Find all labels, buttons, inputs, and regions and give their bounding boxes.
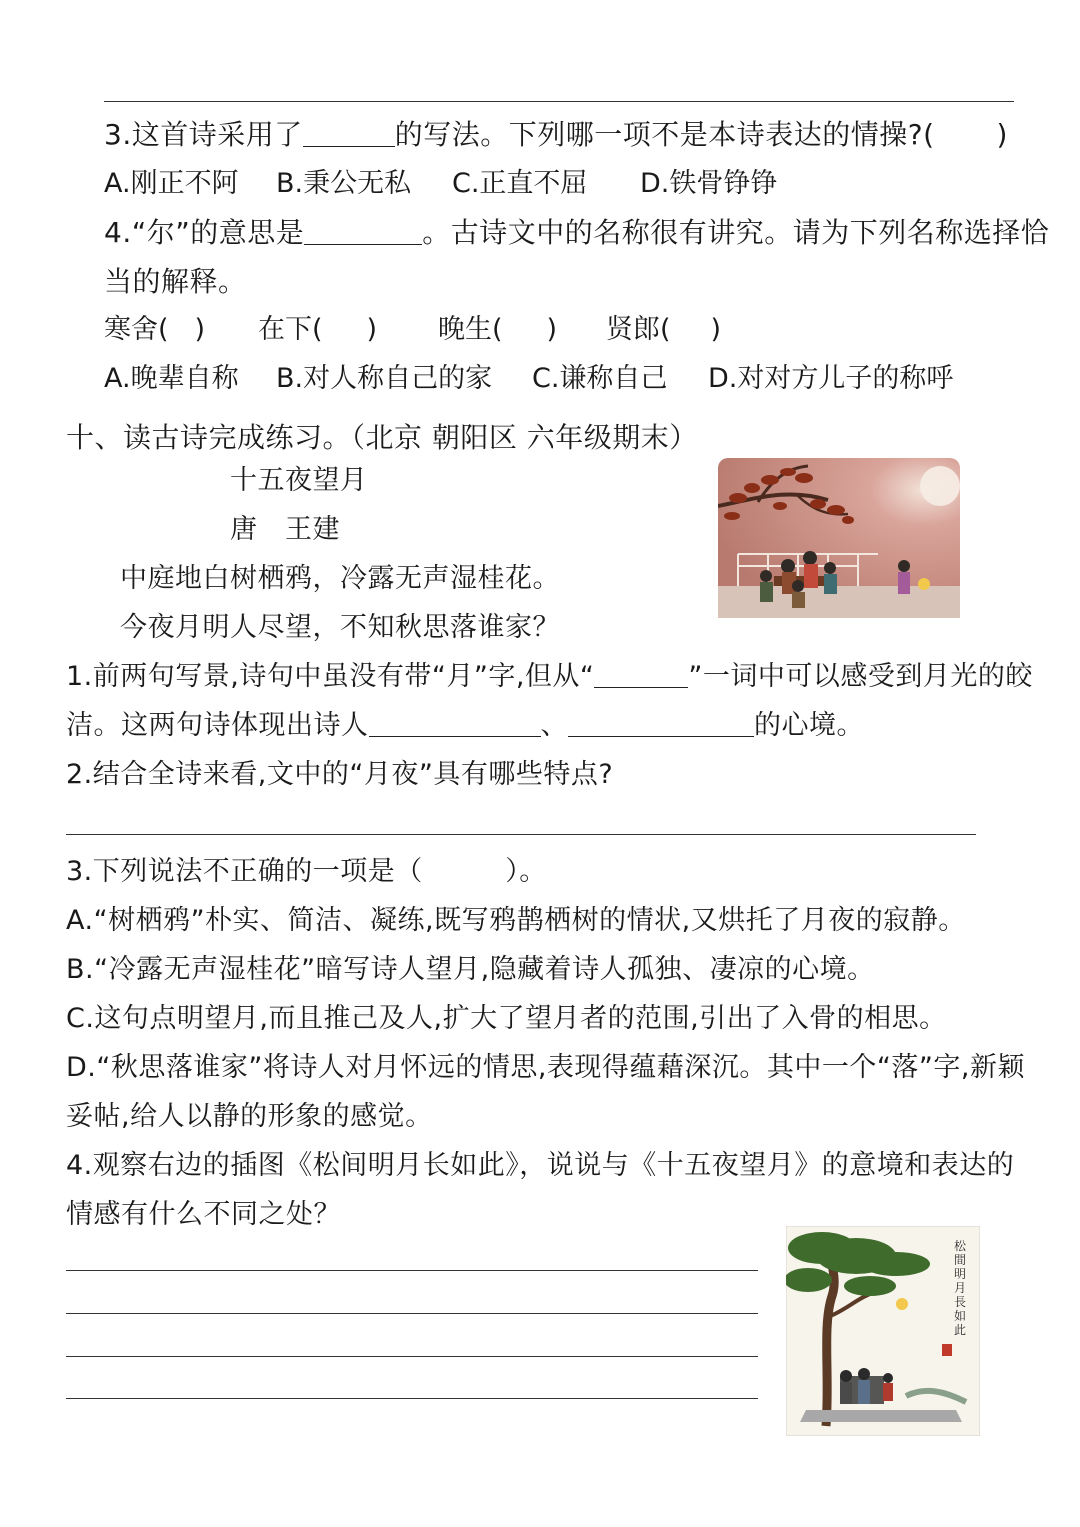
poem-title: 十五夜望月 (230, 465, 368, 496)
q4-answer-line-4[interactable] (66, 1398, 758, 1399)
term-hanshe: 寒舍( ) (104, 314, 206, 345)
q3-top-blank[interactable] (303, 120, 395, 147)
pine-moon-illustration (786, 1226, 980, 1436)
q3-top-option-b: B.秉公无私 (276, 168, 412, 199)
term-xianlang: 贤郎( ) (606, 314, 722, 345)
q4-top-line1: 4.“尔”的意思是 。古诗文中的名称很有讲究。请为下列名称选择恰 (104, 216, 1050, 249)
q3-option-a: A.“树栖鸦”朴实、简洁、凝练,既写鸦鹊栖树的情状,又烘托了月夜的寂静。 (66, 905, 966, 936)
q4-answer-line-2[interactable] (66, 1313, 758, 1314)
q3-top-option-a: A.刚正不阿 (104, 168, 239, 199)
q4-top-option-c: C.谦称自己 (532, 363, 668, 394)
q4-answer-line-1[interactable] (66, 1270, 758, 1271)
q2-answer-line[interactable] (66, 834, 976, 835)
q4-top-blank[interactable] (304, 218, 422, 245)
q4-top-option-d: D.对对方儿子的称呼 (708, 363, 954, 394)
q2-text: 2.结合全诗来看,文中的“月夜”具有哪些特点? (66, 759, 614, 790)
q1-word-blank[interactable] (594, 661, 688, 688)
q3-option-b: B.“冷露无声湿桂花”暗写诗人望月,隐藏着诗人孤独、凄凉的心境。 (66, 954, 875, 985)
section10-heading: 十、读古诗完成练习。（北京 朝阳区 六年级期末） (66, 421, 698, 454)
q3-option-d-line1: D.“秋思落谁家”将诗人对月怀远的情思,表现得蕴藉深沉。其中一个“落”字,新颖 (66, 1052, 1025, 1083)
mid-autumn-illustration (718, 458, 960, 618)
q3-top-option-d: D.铁骨铮铮 (640, 168, 778, 199)
q4-line2: 情感有什么不同之处？ (66, 1199, 341, 1230)
q1-line2: 洁。这两句诗体现出诗人 、 的心境。 (66, 710, 864, 741)
term-zaixia: 在下( ) (258, 314, 378, 345)
poem-line2: 今夜月明人尽望，不知秋思落谁家？ (120, 612, 560, 643)
q3-option-c: C.这句点明望月,而且推己及人,扩大了望月者的范围,引出了入骨的相思。 (66, 1003, 947, 1034)
top-answer-line (104, 101, 1014, 102)
q1-mood-blank-1[interactable] (369, 710, 541, 737)
q3-text: 3.下列说法不正确的一项是（ ）。 (66, 856, 547, 887)
q4-top-option-b: B.对人称自己的家 (276, 363, 493, 394)
poem-author: 唐 王建 (230, 514, 340, 545)
q3-top-option-c: C.正直不屈 (452, 168, 588, 199)
q1-line1: 1.前两句写景,诗句中虽没有带“月”字,但从“ ”一词中可以感受到月光的皎 (66, 661, 1033, 692)
q1-mood-blank-2[interactable] (568, 710, 754, 737)
q4-line1: 4.观察右边的插图《松间明月长如此》，说说与《十五夜望月》的意境和表达的 (66, 1150, 1015, 1181)
q3-option-d-line2: 妥帖,给人以静的形象的感觉。 (66, 1101, 433, 1132)
q4-answer-line-3[interactable] (66, 1356, 758, 1357)
poem-line1: 中庭地白树栖鸦，冷露无声湿桂花。 (120, 563, 560, 594)
inscription-column: 松間 明月 長如 此 (954, 1239, 967, 1337)
q4-top-line2: 当的解释。 (104, 265, 247, 298)
term-wansheng: 晚生( ) (438, 314, 558, 345)
q3-top-line: 3.这首诗采用了 的写法。下列哪一项不是本诗表达的情操?( ) (104, 118, 1008, 151)
q4-top-option-a: A.晚辈自称 (104, 363, 239, 394)
